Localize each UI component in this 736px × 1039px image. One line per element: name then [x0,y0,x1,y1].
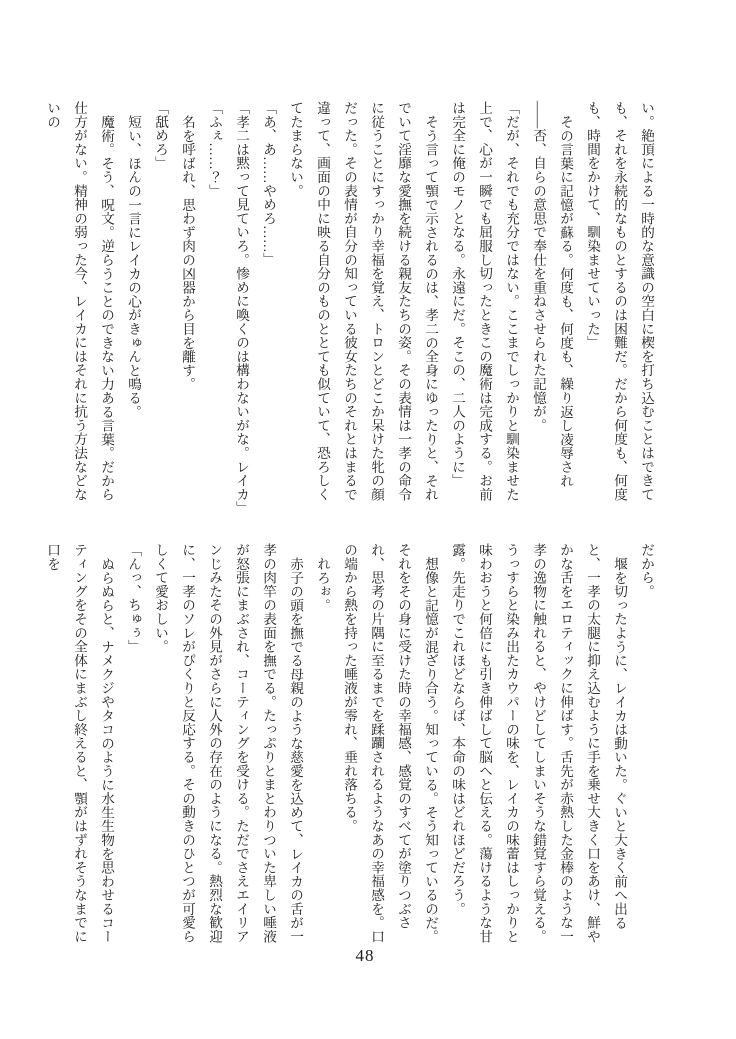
lower-text-block [45,543,660,951]
paragraph: ぬらぬらと、ナメクジやタコのように水生生物を思わせるコーティングをその全体にまぶし終えると、顎がはずれそうなまでに口を [45,543,114,944]
paragraph-dialogue: 「ふぇ……？」 [207,101,222,198]
page-number: 48 [355,946,375,965]
paragraph: 短い、ほんの一言にレイカの心がきゅんと鳴る。 [126,114,141,419]
paragraph-dialogue: 「んっ、ちゅぅ」 [126,543,141,654]
paragraph: 魔術。そう、呪文。逆らうことのできない力ある言葉。だから仕方がない。精神の弱った今、レイカにはそれに抗う方法などないの [45,101,114,502]
paragraph-dialogue: 「舐めろ」 [153,101,168,170]
paragraph: そう言って顎で示されるのは、孝二の全身にゆったりと、それでいて淫靡な愛撫を続ける親友たちの姿。その表情は一孝の命令に従うことにすっかり幸福を覚え、トロンとどこか呆けた牝の顔だった。その表情が自分の知っている彼女たちのそれとはまるで違って、画面の中に映る自分のものととても似ていて、恐ろしくてたまらない。 [288,101,438,502]
paragraph-dialogue: 「孝二は黙って見ていろ。惨めに喚くのは構わないがな。レイカ」 [234,101,249,515]
paragraph-dialogue: 「だが、それでも充分ではない。ここまでしっかりと馴染ませた上で、心が一瞬でも屈服し切ったときこの魔術は完成する。お前は完全に俺のモノとなる。永遠にだ。そこの、二人のように」 [450,101,519,502]
paragraph: れろぉ。 [315,556,330,612]
upper-text-block [45,101,660,515]
paragraph: 名を呼ばれ、思わず肉の凶器から目を離す。 [180,114,195,391]
paragraph-dialogue: 「あ、あ……やめろ……」 [261,101,276,267]
paragraph: だから。 [639,543,654,599]
paragraph: 赤子の頭を撫でる母親のような慈愛を込めて、レイカの舌が一孝の肉竿の表面を撫でる。たっぷりとまとわりついた卑しい唾液が怒張にまぶされ、コーティングを受ける。ただでさえエイリアンじみたその外見がさらに人外の存在のようになる。熱烈な歓迎に、一孝のソレがぴくりと反応する。その動きのひとつが可愛らしくて愛おしい。 [153,543,303,944]
paragraph: い。絶頂による一時的な意識の空白に楔を打ち込むことはできても、それを永続的なものとするのは困難だ。だから何度も、何度も、時間をかけて、馴染ませていった」 [585,101,654,502]
paragraph: 堰を切ったように、レイカは動いた。ぐいと大きく前へ出ると、一孝の太腿に抑え込むように手を乗せ大きく口をあけ、鮮やかな舌をエロティックに伸ばす。舌先が赤熱した金棒のような一孝の逸物に触れると、やけどしてしまいそうな錯覚すら覚える。うっすらと染み出たカウパーの味を、レイカの味蕾はしっかりと味わおうと何倍にも引き伸ばして脳へと伝える。蕩けるような甘露。先走りでこれほどならば、本命の味はどれほどだろう。 [450,543,627,944]
paragraph: 想像と記憶が混ざり合う。知っている。そう知っているのだ。それをその身に受けた時の幸福感、感覚のすべてが塗りつぶされ、思考の片隅に至るまでを蹂躙されるようなあの幸福感を。口の端から熱を持った唾液が零れ、垂れ落ちる。 [342,543,438,944]
paragraph: その言葉に記憶が蘇る。何度も、何度も、繰り返し凌辱され――否、自らの意思で奉仕を重ねさせられた記憶が。 [531,101,573,488]
